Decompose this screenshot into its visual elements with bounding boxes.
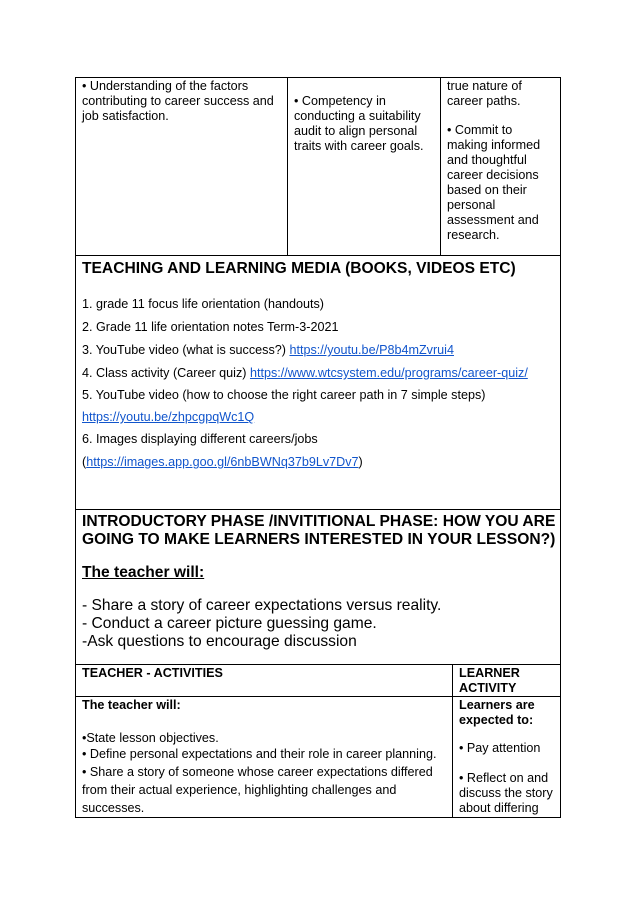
intro-heading-line: GOING TO MAKE LEARNERS INTERESTED IN YOUR LESSON?) [82,531,556,548]
table-border-bottom [75,817,561,818]
career-quiz-link[interactable]: https://www.wtcsystem.edu/programs/career-quiz/ [249,366,528,380]
learner-subheader: expected to: [459,713,534,727]
career-images-link[interactable]: https://images.app.goo.gl/6nbBWNq37b9Lv7Dv7 [86,455,359,469]
learner-activity-line: discuss the story [459,786,553,800]
media-item: 1. grade 11 focus life orientation (handouts) [82,297,324,311]
table-border-top [75,77,561,78]
table-border-right [560,77,561,818]
value-text-line: career decisions [447,168,539,182]
learner-activity-header: LEARNER [459,666,520,680]
objective-text-line: job satisfaction. [82,109,169,123]
paren-open: ( [82,455,87,469]
col-divider-2 [440,77,441,256]
skill-text-line: conducting a suitability [294,109,421,123]
learner-activity-line: • Reflect on and [459,771,549,785]
media-item-text: 3. YouTube video (what is success?) [82,343,290,357]
value-text-line: based on their [447,183,527,197]
intro-point: - Share a story of career expectations versus reality. [82,597,442,614]
row-divider-4 [75,696,561,697]
media-item: 6. Images displaying different careers/jobs [82,432,318,446]
learner-activity-line: • Pay attention [459,741,541,755]
objective-text-line: • Understanding of the factors [82,79,249,93]
skill-text-line: audit to align personal [294,124,418,138]
teacher-activities-header: TEACHER - ACTIVITIES [82,666,223,680]
row-divider-1 [75,255,561,256]
value-text-line: • Commit to [447,123,513,137]
learner-subheader: Learners are [459,698,535,712]
teacher-activity-line: • Define personal expectations and their role in career planning. [82,747,437,761]
col-divider-3 [452,664,453,818]
value-text-line: assessment and [447,213,539,227]
table-border-left [75,77,76,818]
skill-text-line: • Competency in [294,94,386,108]
value-text-line: making informed [447,138,541,152]
youtube-success-link[interactable]: https://youtu.be/P8b4mZvrui4 [289,343,454,357]
media-item: 2. Grade 11 life orientation notes Term-3-2021 [82,320,339,334]
media-item [82,366,528,381]
media-item [82,455,363,470]
paren-close: ) [358,455,363,469]
media-item [82,343,454,358]
value-text-line: career paths. [447,94,521,108]
row-divider-3 [75,664,561,665]
intro-point: -Ask questions to encourage discussion [82,633,357,650]
youtube-career-path-link[interactable]: https://youtu.be/zhpcgpqWc1Q [82,410,255,424]
skill-text-line: traits with career goals. [294,139,424,153]
teacher-activity-line: •State lesson objectives. [82,731,219,745]
intro-point: - Conduct a career picture guessing game. [82,615,377,632]
teacher-activity-line: from their actual experience, highlighting challenges and [82,783,397,797]
value-text-line: research. [447,228,500,242]
teacher-activity-line: successes. [82,801,145,815]
col-divider-1 [287,77,288,256]
teacher-activity-line: • Share a story of someone whose career expectations differed [82,765,433,779]
media-item-text: 4. Class activity (Career quiz) [82,366,250,380]
media-item: 5. YouTube video (how to choose the right career path in 7 simple steps) [82,388,486,402]
objective-text-line: contributing to career success and [82,94,274,108]
intro-heading-line: INTRODUCTORY PHASE /INVITITIONAL PHASE: HOW YOU ARE [82,513,556,530]
teacher-will-heading: The teacher will: [82,564,205,581]
media-heading: TEACHING AND LEARNING MEDIA (BOOKS, VIDEOS ETC) [82,260,516,277]
value-text-line: and thoughtful [447,153,527,167]
learner-activity-line: about differing [459,801,539,815]
teacher-subheader: The teacher will: [82,698,181,712]
row-divider-2 [75,509,561,510]
value-text-line: true nature of [447,79,522,93]
value-text-line: personal [447,198,496,212]
learner-activity-header: ACTIVITY [459,681,517,695]
